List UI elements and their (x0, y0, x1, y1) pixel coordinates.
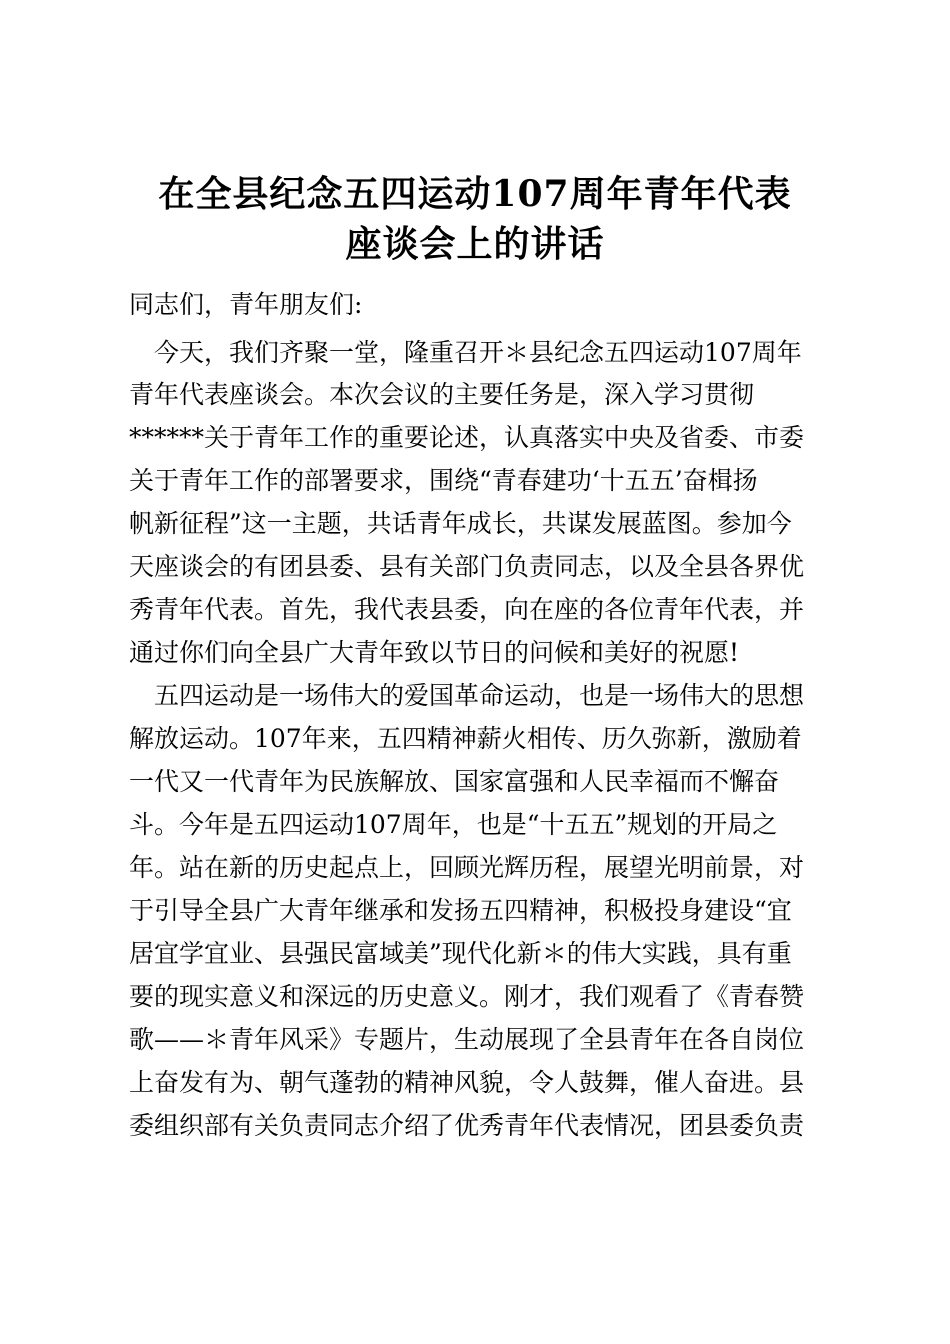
body-line: 青年代表座谈会。本次会议的主要任务是，深入学习贯彻 (129, 380, 755, 409)
body-line: ******关于青年工作的重要论述，认真落实中央及省委、市委 (129, 423, 805, 452)
body-line: 通过你们向全县广大青年致以节日的问候和美好的祝愿! (129, 638, 740, 667)
body-line: 斗。今年是五四运动107周年，也是“十五五”规划的开局之 (129, 810, 778, 839)
body-line: 年。站在新的历史起点上，回顾光辉历程，展望光明前景，对 (129, 853, 805, 882)
body-line: 五四运动是一场伟大的爱国革命运动，也是一场伟大的思想 (129, 681, 805, 710)
salutation: 同志们，青年朋友们: (129, 290, 363, 319)
body-line: 帆新征程”这一主题，共话青年成长，共谋发展蓝图。参加今 (129, 509, 792, 538)
body-line: 一代又一代青年为民族解放、国家富强和人民幸福而不懈奋 (129, 767, 780, 796)
body-line: 居宜学宜业、县强民富域美”现代化新＊的伟大实践，具有重 (129, 939, 792, 968)
body-line: 上奋发有为、朝气蓬勃的精神风貌，令人鼓舞，催人奋进。县 (129, 1068, 805, 1097)
body-line: 天座谈会的有团县委、县有关部门负责同志，以及全县各界优 (129, 552, 805, 581)
document-title-line-1: 在全县纪念五四运动107周年青年代表 (158, 173, 792, 215)
body-line: 于引导全县广大青年继承和发扬五四精神，积极投身建设“宜 (129, 896, 792, 925)
body-line: 委组织部有关负责同志介绍了优秀青年代表情况，团县委负责 (129, 1111, 805, 1140)
body-line: 今天，我们齐聚一堂，隆重召开＊县纪念五四运动107周年 (129, 338, 802, 367)
document-title-line-2: 座谈会上的讲话 (345, 223, 605, 265)
body-line: 要的现实意义和深远的历史意义。刚才，我们观看了《青春赞 (129, 982, 805, 1011)
body-line: 秀青年代表。首先，我代表县委，向在座的各位青年代表，并 (129, 595, 805, 624)
body-line: 歌——＊青年风采》专题片，生动展现了全县青年在各自岗位 (129, 1025, 805, 1054)
body-line: 解放运动。107年来，五四精神薪火相传、历久弥新，激励着 (129, 724, 802, 753)
body-line: 关于青年工作的部署要求，围绕“青春建功‘十五五’奋楫扬 (129, 466, 758, 495)
